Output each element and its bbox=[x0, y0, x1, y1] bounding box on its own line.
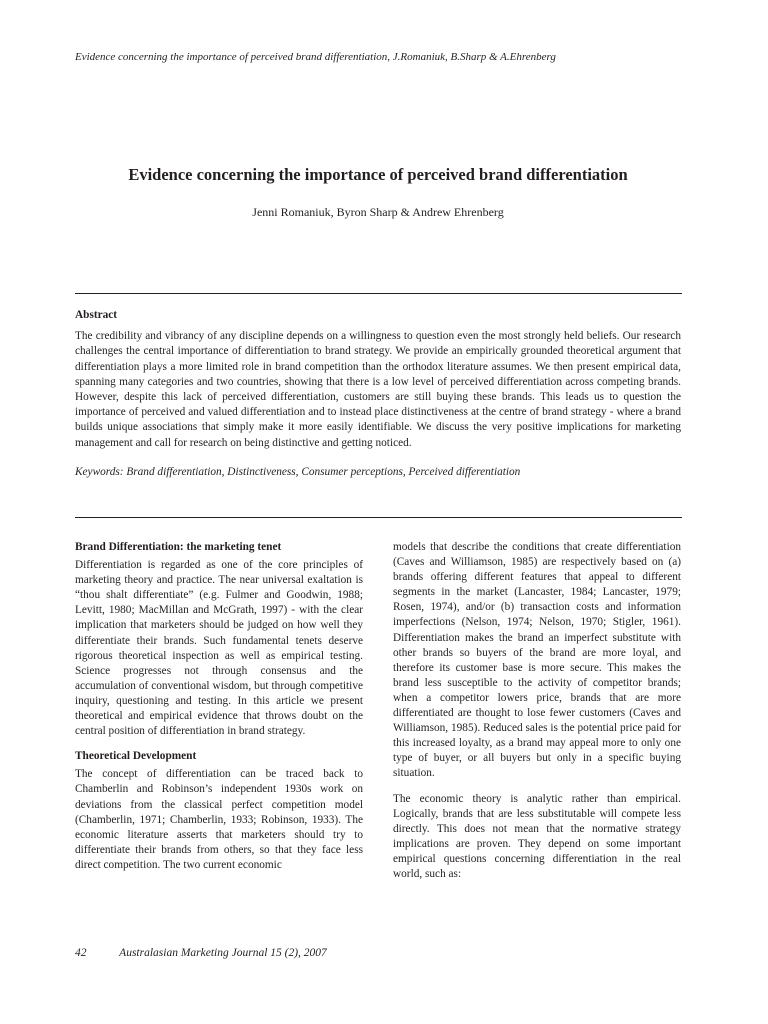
page-number: 42 bbox=[75, 947, 87, 959]
abstract-heading: Abstract bbox=[75, 309, 118, 321]
left-column bbox=[75, 540, 363, 883]
divider-bottom bbox=[75, 517, 682, 518]
divider-top bbox=[75, 293, 682, 294]
paper-title: Evidence concerning the importance of perceived brand differentiation bbox=[128, 165, 628, 184]
section-heading-theoretical: Theoretical Development bbox=[75, 750, 197, 763]
abstract-text: The credibility and vibrancy of any discipline depends on a willingness to question even the most strongly held beliefs. Our research challenges the central importance of differentiation to brand strategy. We provide an empirically grounded theoretical argument that differentiation plays a more limited role in brand competition than the orthodox literature assumes. We then present empirical data, spanning many categories and two countries, showing that there is a low level of perceived differentiation across competing brands. However, despite this lack of perceived differentiation, customers are still buying these brands. This leads us to question the importance of perceived and valued differentiation and to instead place distinctiveness at the centre of brand strategy - where a brand builds unique associations that simply make it more easily identifiable. We discuss the very positive implications for marketing management and call for research on being distinctive and getting noticed. bbox=[75, 330, 681, 449]
section-heading-differentiation: Brand Differentiation: the marketing tenet bbox=[75, 541, 282, 553]
authors: Jenni Romaniuk, Byron Sharp & Andrew Ehrenberg bbox=[252, 205, 504, 219]
paragraph: models that describe the conditions that create differentiation (Caves and Williamson, 1985) are respectively based on (a) brands offering different features that appeal to different segments in the market (Lancaster, 1984; Lancaster, 1979; Rosen, 1974), and/or (b) transaction costs and information imperfections (Nelson, 1974; Nelson, 1970; Stigler, 1961). Differentiation makes the brand an imperfect substitute with other brands so buyers of the brand are more loyal, and therefore its customer base is more secure. This makes the brand less susceptible to the activity of competitor brands; when a competitor lowers price, brands that are more differentiated are thought to lose fewer customers (Caves and Williamson, 1985). Reduced sales is the potential price paid for this increased loyalty, as a brand may appeal more to only one type of buyer, or all buyers but only in a specific buying situation. bbox=[393, 541, 681, 780]
journal-citation: Australasian Marketing Journal 15 (2), 2007 bbox=[119, 947, 327, 959]
paragraph: The economic theory is analytic rather than empirical. Logically, brands that are less substitutable will compete less directly. This does not mean that the normative strategy implications are proven. They depend on some important empirical questions concerning differentiation in the real world, such as: bbox=[393, 792, 681, 880]
keywords: Keywords: Brand differentiation, Distinctiveness, Consumer perceptions, Perceived differentiation bbox=[75, 465, 521, 478]
right-column bbox=[393, 540, 681, 892]
page-footer bbox=[75, 946, 475, 960]
abstract-block bbox=[75, 308, 681, 480]
paragraph: Differentiation is regarded as one of the core principles of marketing theory and practice. The near universal exaltation is “thou shalt differentiate” (e.g. Fulmer and Goodwin, 1988; Levitt, 1980; MacMillan and McGrath, 1997) - with the clear implication that marketers should be judged on how well they differentiate their brands. Such fundamental tenets deserve rigorous theoretical inspection as well as empirical testing. Science progresses not through consensus and the accumulation of conventional wisdom, but through competitive inquiry, questioning and testing. In this article we present theoretical and empirical evidence that throws doubt on the central position of differentiation in brand strategy. bbox=[75, 559, 363, 738]
paragraph: The concept of differentiation can be traced back to Chamberlin and Robinson’s independent 1930s work on deviations from the classical perfect competition model (Chamberlin, 1971; Chamberlin, 1933; Robinson, 1933). The economic literature asserts that marketers should try to differentiate their brands from others, so that they face less direct competition. The two current economic bbox=[75, 768, 363, 871]
running-head: Evidence concerning the importance of perceived brand differentiation, J.Romaniuk, B.Sharp & A.Ehrenberg bbox=[75, 51, 556, 63]
